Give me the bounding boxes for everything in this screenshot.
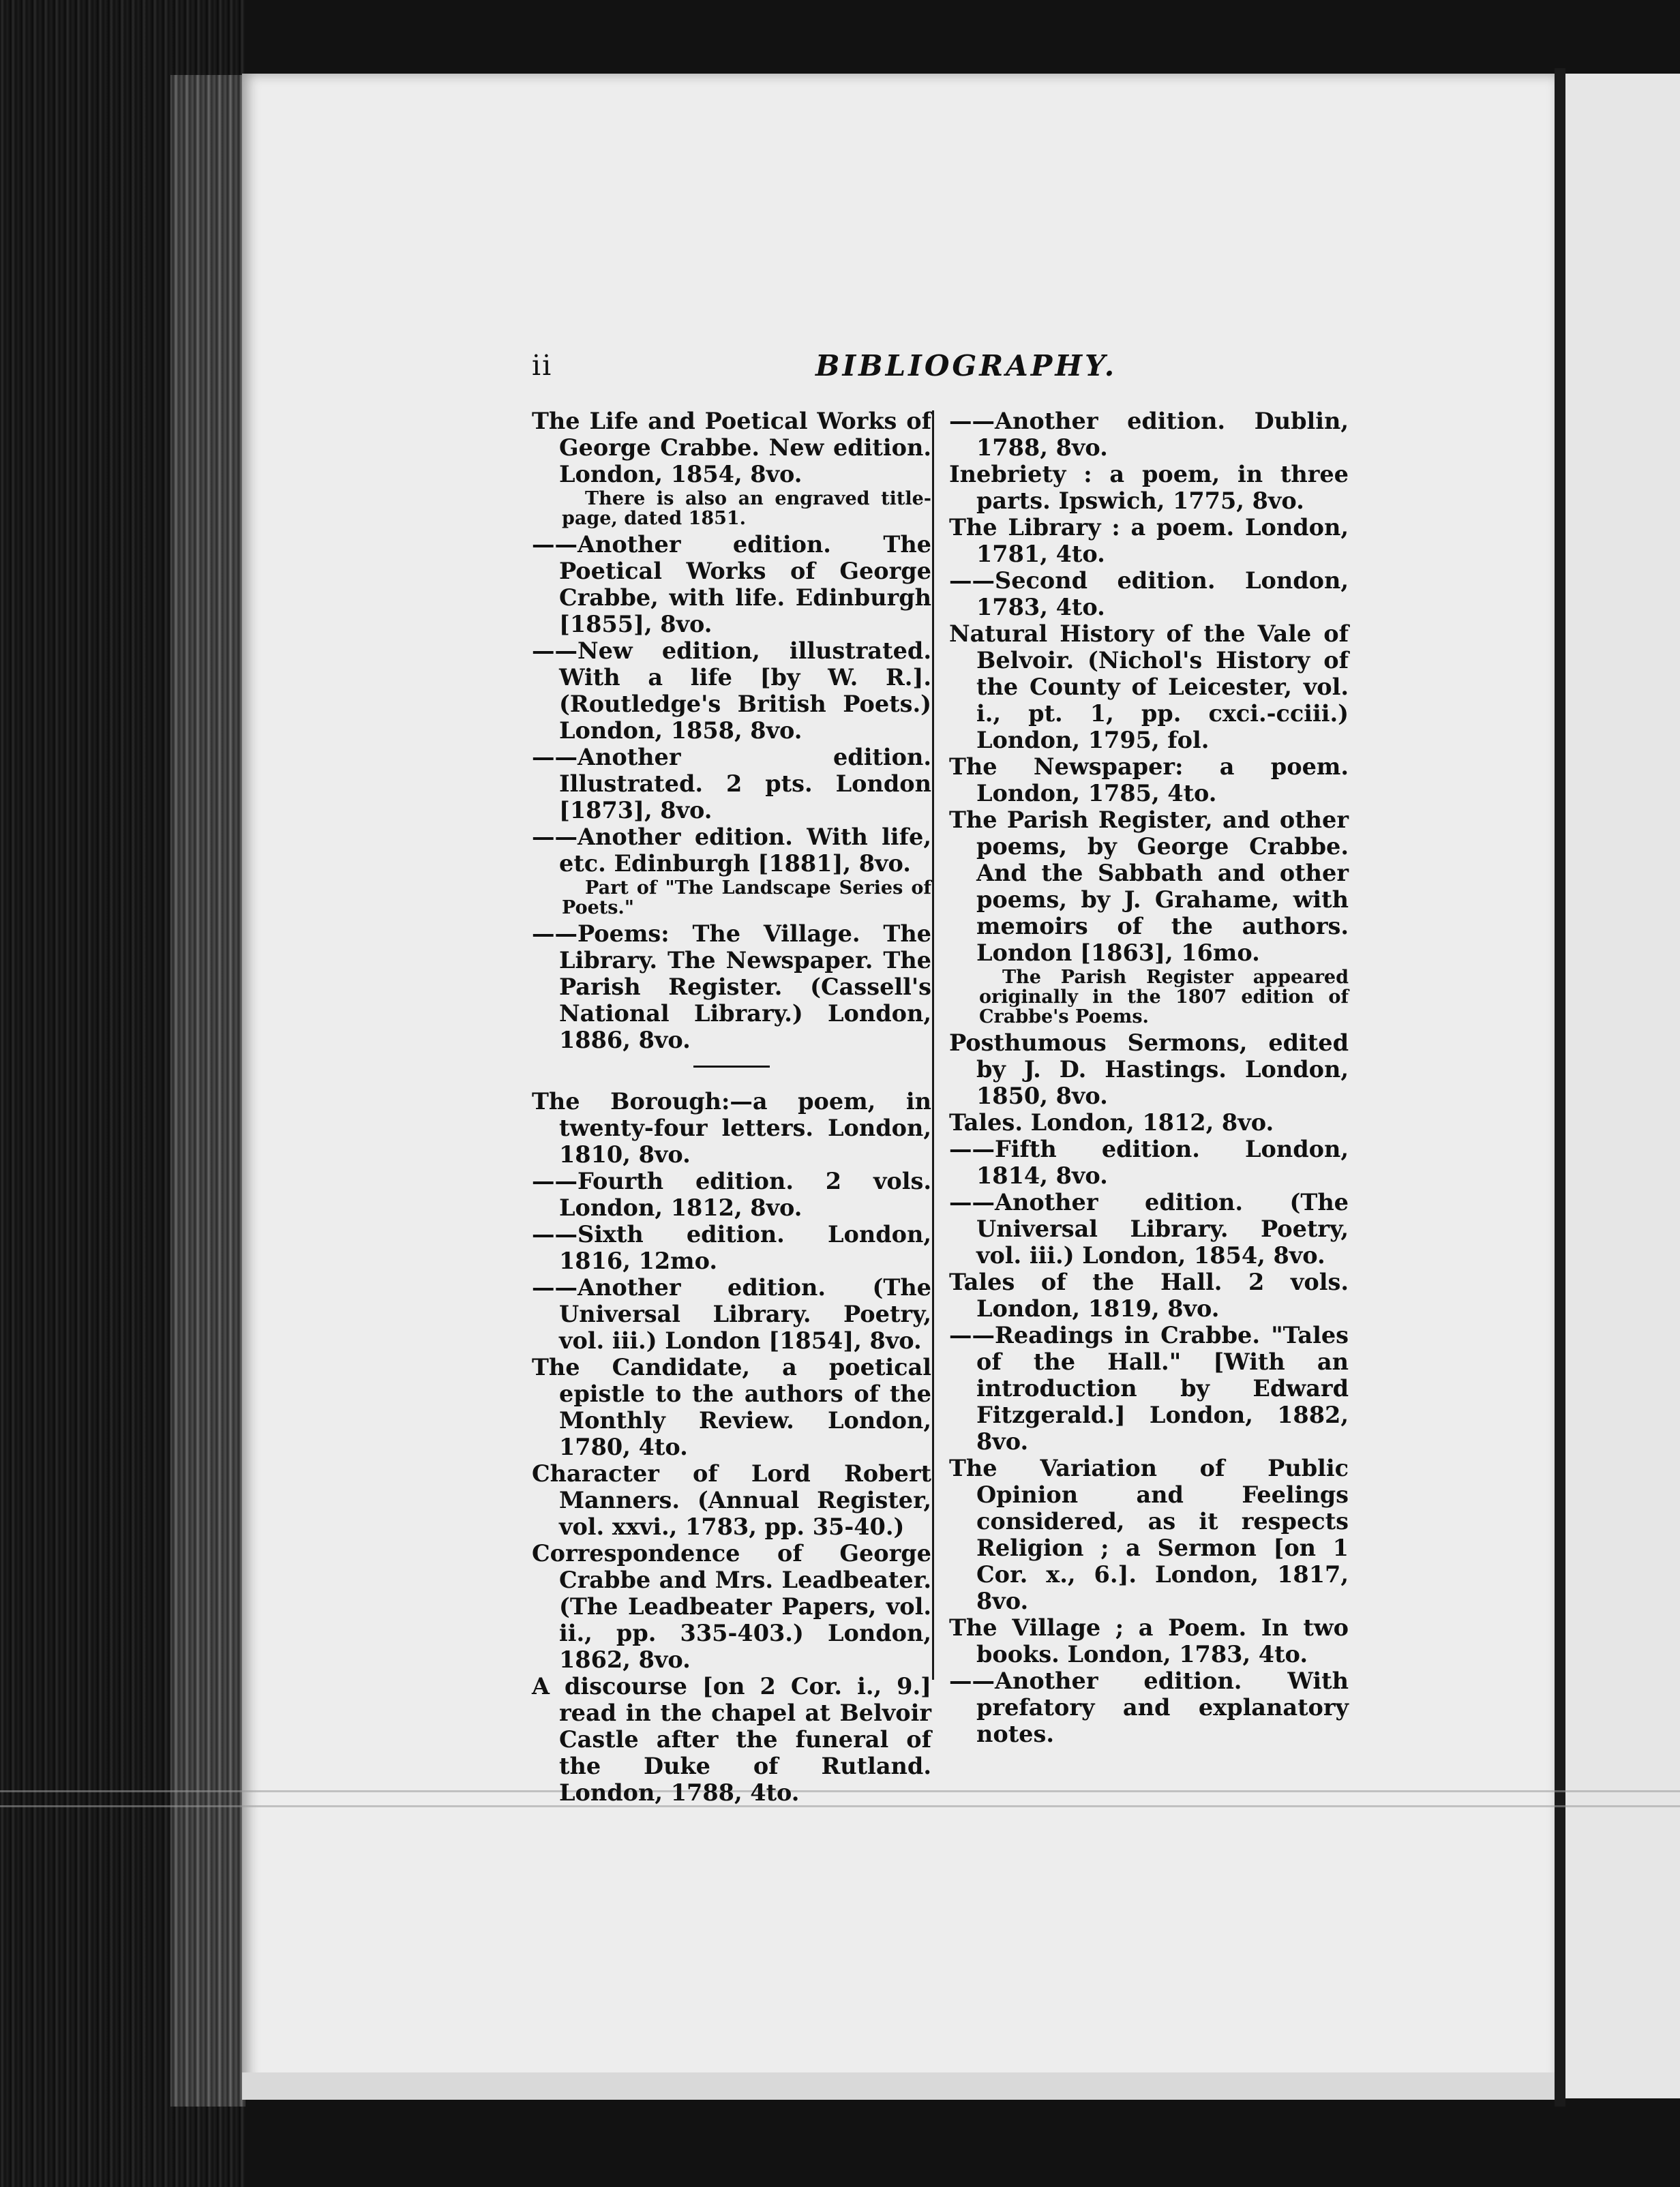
bibliography-entry: ——Another edition. (The Universal Library. Poetry, vol. iii.) London [1854], 8vo. xyxy=(532,1274,931,1354)
bibliography-entry: ——Another edition. With life, etc. Edinburgh [1881], 8vo. xyxy=(532,824,931,877)
facing-page-edge xyxy=(1565,74,1680,2098)
bibliography-entry: The Newspaper: a poem. London, 1785, 4to. xyxy=(949,753,1349,806)
page-bottom-edge xyxy=(242,2072,1555,2100)
running-title: BIBLIOGRAPHY. xyxy=(815,349,1118,382)
bibliography-entry: The Borough:—a poem, in twenty-four letters. London, 1810, 8vo. xyxy=(532,1088,931,1168)
bibliography-entry: Character of Lord Robert Manners. (Annual Register, vol. xxvi., 1783, pp. 35-40.) xyxy=(532,1460,931,1540)
page-edges xyxy=(170,75,245,2107)
column-rule xyxy=(932,410,934,1680)
bibliography-entry: ——Another edition. With prefatory and explanatory notes. xyxy=(949,1668,1349,1747)
running-head xyxy=(532,349,1350,390)
bibliography-note: Part of "The Landscape Series of Poets." xyxy=(562,877,931,918)
bibliography-entry: ——Fourth edition. 2 vols. London, 1812, 8vo. xyxy=(532,1168,931,1221)
bibliography-note: There is also an engraved title-page, dated 1851. xyxy=(562,488,931,529)
bibliography-entry: Tales. London, 1812, 8vo. xyxy=(949,1109,1274,1136)
bibliography-entry: The Candidate, a poetical epistle to the authors of the Monthly Review. London, 1780, 4to. xyxy=(532,1354,931,1460)
bibliography-entry: ——Readings in Crabbe. "Tales of the Hall." [With an introduction by Edward Fitzgerald.] London, 1882, 8vo. xyxy=(949,1322,1349,1455)
bibliography-entry: ——Fifth edition. London, 1814, 8vo. xyxy=(949,1136,1349,1189)
bibliography-entry: ——Sixth edition. London, 1816, 12mo. xyxy=(532,1221,931,1274)
bibliography-entry: ——Poems: The Village. The Library. The Newspaper. The Parish Register. (Cassell's National Library.) London, 1886, 8vo. xyxy=(532,920,931,1053)
bibliography-entry: The Life and Poetical Works of George Crabbe. New edition. London, 1854, 8vo. xyxy=(532,408,931,487)
bibliography-entry: The Parish Register, and other poems, by George Crabbe. And the Sabbath and other poems, by J. Grahame, with memoirs of the authors. London [1863], 16mo. xyxy=(949,806,1349,966)
page-gutter xyxy=(1555,68,1565,2107)
bibliography-entry: ——Another edition. (The Universal Library. Poetry, vol. iii.) London, 1854, 8vo. xyxy=(949,1189,1349,1269)
bibliography-entry: Correspondence of George Crabbe and Mrs. Leadbeater. (The Leadbeater Papers, vol. ii., pp. 335-403.) London, 1862, 8vo. xyxy=(532,1540,931,1673)
bibliography-entry: A discourse [on 2 Cor. i., 9.] read in the chapel at Belvoir Castle after the funeral of the Duke of Rutland. London, 1788, 4to. xyxy=(532,1673,931,1806)
bibliography-entry: The Library : a poem. London, 1781, 4to. xyxy=(949,514,1349,567)
bibliography-entry: Natural History of the Vale of Belvoir. (Nichol's History of the County of Leicester, vol. i., pt. 1, pp. cxci.-cciii.) London, 1795, fol. xyxy=(949,620,1349,753)
bibliography-entry: ——Another edition. The Poetical Works of George Crabbe, with life. Edinburgh [1855], 8vo. xyxy=(532,531,931,637)
bibliography-entry: ——Second edition. London, 1783, 4to. xyxy=(949,567,1349,620)
bibliography-entry: ——New edition, illustrated. With a life [by W. R.]. (Routledge's British Poets.) London, 1858, 8vo. xyxy=(532,637,931,744)
right-column xyxy=(949,408,1349,1747)
bibliography-entry: ——Another edition. Illustrated. 2 pts. London [1873], 8vo. xyxy=(532,744,931,824)
section-divider xyxy=(693,1066,770,1068)
bibliography-entry: The Village ; a Poem. In two books. London, 1783, 4to. xyxy=(949,1614,1349,1668)
bibliography-entry: Inebriety : a poem, in three parts. Ipswich, 1775, 8vo. xyxy=(949,461,1349,514)
page-number: ii xyxy=(532,349,553,382)
left-column xyxy=(532,408,931,1806)
bibliography-entry: Tales of the Hall. 2 vols. London, 1819, 8vo. xyxy=(949,1269,1349,1322)
bibliography-entry: The Variation of Public Opinion and Feelings considered, as it respects Religion ; a Sermon [on 1 Cor. x., 6.]. London, 1817, 8vo. xyxy=(949,1455,1349,1614)
bibliography-note: The Parish Register appeared originally in the 1807 edition of Crabbe's Poems. xyxy=(979,967,1349,1027)
bibliography-entry: ——Another edition. Dublin, 1788, 8vo. xyxy=(949,408,1349,461)
bibliography-entry: Posthumous Sermons, edited by J. D. Hastings. London, 1850, 8vo. xyxy=(949,1029,1349,1109)
